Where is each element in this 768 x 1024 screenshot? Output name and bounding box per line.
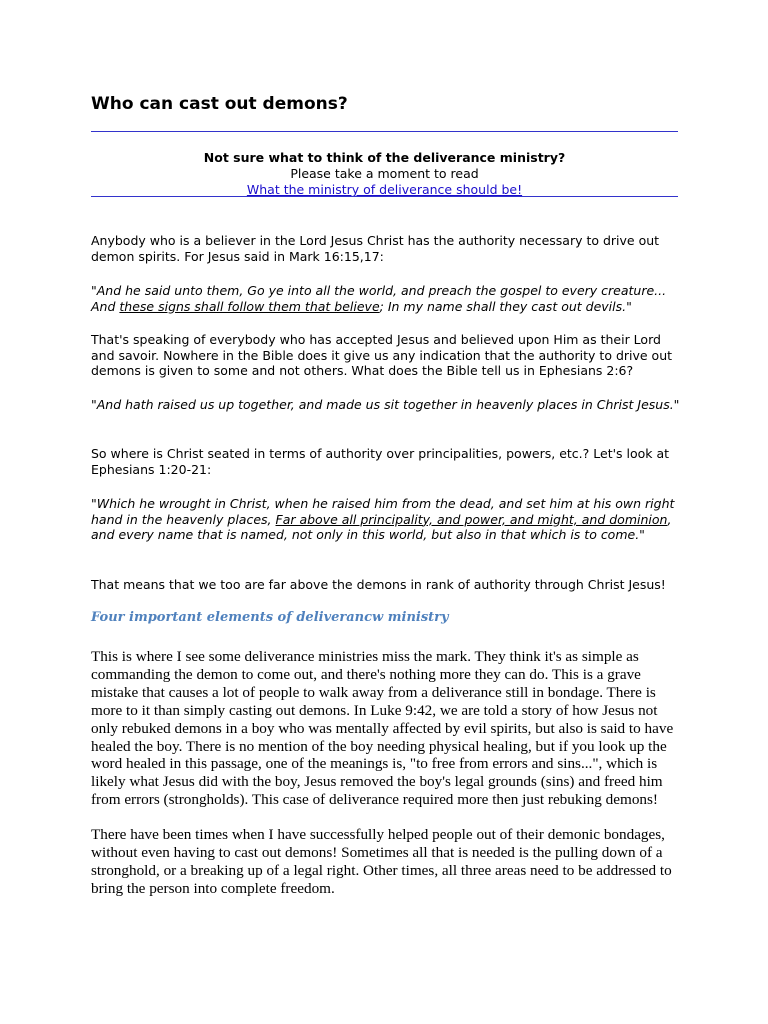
notice-prompt: Please take a moment to read bbox=[290, 166, 479, 181]
quote-text: "And he said unto them, Go ye into all the world, and preach the gospel to every creature... And bbox=[91, 283, 667, 314]
intro-paragraph: Anybody who is a believer in the Lord Jesus Christ has the authority necessary to drive out demon spirits. For Jesus said in Mark 16:15,17: bbox=[91, 233, 660, 264]
seated-paragraph: So where is Christ seated in terms of authority over principalities, powers, etc.? Let's look at Ephesians 1:20-21: bbox=[91, 446, 670, 477]
notice-question: Not sure what to think of the deliverance ministry? bbox=[203, 150, 566, 165]
ephesians-1-quote bbox=[91, 496, 681, 543]
section-paragraph-1: This is where I see some deliverance ministries miss the mark. They think it's as simple as commanding the demon to come out, and there's nothing more they can do. This is a grave mistake that causes a lot of people to walk away from a deliverance still in bondage. There is more to it than simply casting out demons. In Luke 9:42, we are told a story of how Jesus not only rebuked demons in a boy who was mentally affected by evil spirits, but also is said to have healed the boy. There is no mention of the boy needing physical healing, but if you look up the word healed in this passage, one of the meanings is, "to free from errors and sins...", which is likely what Jesus did with the boy, Jesus removed the boy's legal grounds (sins) and freed him from errors (strongholds). This case of deliverance required more then just rebuking demons! bbox=[91, 648, 674, 809]
top-divider bbox=[91, 131, 678, 132]
quote-text: ; In my name shall they cast out devils." bbox=[379, 298, 632, 314]
section-paragraph-2: There have been times when I have successfully helped people out of their demonic bondages, without even having to cast out demons! Sometimes all that is needed is the pulling down of a stronghold, or a breaking up of a legal right. Other times, all three areas need to be addressed to bring the person into complete freedom. bbox=[91, 826, 672, 897]
deliverance-notice bbox=[91, 150, 678, 198]
quote-text: , and every name that is named, not only in this world, but also in that which is to come." bbox=[91, 511, 672, 542]
quote-text: "Which he wrought in Christ, when he raised him from the dead, and set him at his own right hand in the heavenly places, bbox=[91, 496, 675, 527]
quote-underlined: these signs shall follow them that believe bbox=[119, 298, 380, 314]
ephesians-2-quote: "And hath raised us up together, and made us sit together in heavenly places in Christ Jesus." bbox=[91, 397, 680, 412]
page-title: Who can cast out demons? bbox=[91, 94, 348, 114]
conclusion-paragraph: That means that we too are far above the demons in rank of authority through Christ Jesus! bbox=[91, 577, 666, 592]
authority-paragraph: That's speaking of everybody who has accepted Jesus and believed upon Him as their Lord and savoir. Nowhere in the Bible does it give us any indication that the authority to drive out demons is given to some and not others. What does the Bible tell us in Ephesians 2:6? bbox=[91, 332, 673, 378]
ministry-link[interactable]: What the ministry of deliverance should be! bbox=[246, 182, 523, 197]
mark-quote bbox=[91, 283, 681, 314]
quote-underlined: Far above all principality, and power, and might, and dominion bbox=[275, 511, 668, 527]
notice-divider bbox=[91, 196, 678, 197]
section-heading: Four important elements of deliverancw ministry bbox=[91, 610, 449, 625]
